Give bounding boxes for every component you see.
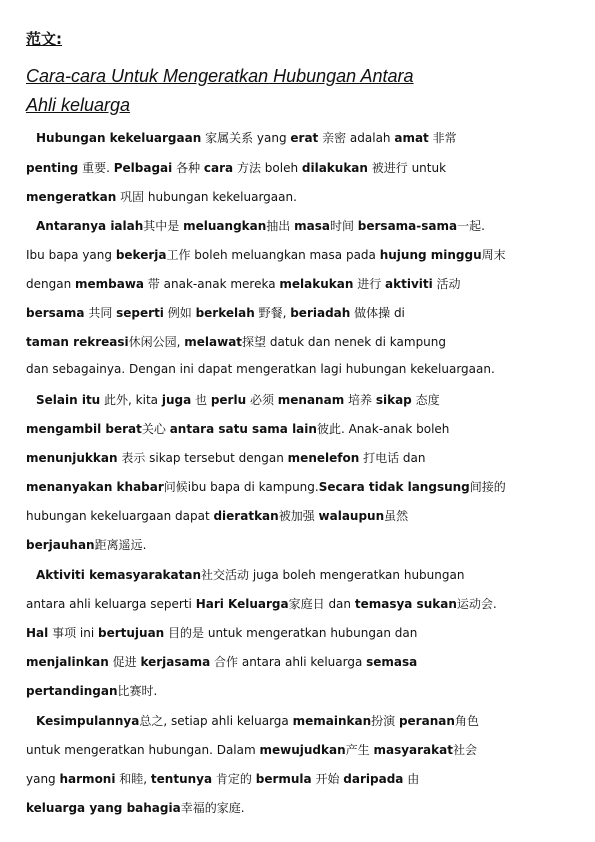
text-run: 一起.	[457, 219, 485, 233]
text-run: 休闲公园,	[128, 335, 185, 349]
text-run: 问候ibu bapa di kampung.	[163, 480, 319, 494]
text-line	[26, 507, 586, 524]
text-run: 由	[403, 772, 420, 786]
text-run: 做体操 di	[350, 306, 405, 320]
bold-keyword: dieratkan	[213, 509, 279, 523]
bold-keyword: Secara tidak langsung	[318, 480, 470, 494]
text-run: dan sebagainya. Dengan ini dapat mengeratkan lagi hubungan kekeluargaan.	[26, 362, 495, 376]
text-run: 产生	[345, 743, 374, 757]
bold-keyword: bersama	[26, 306, 85, 320]
bold-keyword: meluangkan	[183, 219, 267, 233]
text-run: 态度	[411, 393, 440, 407]
text-run: 进行	[353, 277, 386, 291]
text-run: 幸福的家庭.	[180, 801, 245, 815]
text-line	[26, 682, 586, 699]
text-run: antara ahli keluarga seperti	[26, 597, 196, 611]
bold-keyword: Pelbagai	[113, 161, 173, 175]
text-run: 运动会.	[456, 597, 497, 611]
bold-keyword: temasya sukan	[354, 597, 457, 611]
bold-keyword: memainkan	[292, 714, 372, 728]
bold-keyword: menanam	[277, 393, 345, 407]
bold-keyword: amat	[394, 131, 429, 145]
text-run: 巩固 hubungan kekeluargaan.	[116, 190, 297, 204]
bold-keyword: aktiviti	[385, 277, 433, 291]
bold-keyword: erat	[290, 131, 319, 145]
text-run: 亲密 adalah	[318, 131, 395, 145]
text-line	[26, 275, 586, 292]
text-line	[26, 770, 586, 787]
text-run: Ibu bapa yang	[26, 248, 116, 262]
bold-keyword: bertujuan	[97, 626, 165, 640]
text-line	[36, 566, 595, 583]
bold-keyword: Antaranya ialah	[36, 219, 144, 233]
text-run: 家属关系 yang	[201, 131, 291, 145]
text-line	[26, 478, 586, 495]
text-run: 活动	[432, 277, 461, 291]
text-line	[26, 246, 586, 263]
text-line	[26, 159, 586, 176]
text-run: 野餐,	[254, 306, 291, 320]
essay-title-line: Ahli keluarga	[26, 95, 131, 115]
bold-keyword: antara satu sama lain	[169, 422, 317, 436]
bold-keyword: Hari Keluarga	[195, 597, 289, 611]
bold-keyword: cara	[203, 161, 234, 175]
text-line	[26, 624, 586, 641]
bold-keyword: melawat	[184, 335, 243, 349]
bold-keyword: bersama-sama	[357, 219, 458, 233]
bold-keyword: walaupun	[318, 509, 385, 523]
bold-keyword: Aktiviti kemasyarakatan	[36, 568, 202, 582]
text-run: 共同	[84, 306, 117, 320]
bold-keyword: melakukan	[279, 277, 354, 291]
bold-keyword: dilakukan	[301, 161, 368, 175]
text-run: 培养	[344, 393, 376, 407]
text-run: 必须	[246, 393, 278, 407]
text-line	[26, 304, 586, 321]
bold-keyword: mengambil berat	[26, 422, 142, 436]
bold-keyword: semasa	[366, 655, 418, 669]
bold-keyword: mengeratkan	[26, 190, 117, 204]
text-run: hubungan kekeluargaan dapat	[26, 509, 214, 523]
bold-keyword: bermula	[255, 772, 312, 786]
text-line	[26, 536, 586, 553]
text-line	[26, 741, 586, 758]
bold-keyword: juga	[161, 393, 192, 407]
text-run: 时间	[329, 219, 358, 233]
text-run: yang	[26, 772, 60, 786]
bold-keyword: keluarga yang bahagia	[26, 801, 181, 815]
text-run: 方法 boleh	[233, 161, 302, 175]
bold-keyword: perlu	[210, 393, 247, 407]
text-run: 抽出	[266, 219, 295, 233]
text-line	[26, 420, 586, 437]
bold-keyword: masyarakat	[373, 743, 453, 757]
bold-keyword: Selain itu	[36, 393, 101, 407]
bold-keyword: Kesimpulannya	[36, 714, 140, 728]
text-run: 间接的	[469, 480, 506, 494]
text-line	[26, 362, 586, 376]
text-run: 被加强	[278, 509, 319, 523]
bold-keyword: peranan	[398, 714, 455, 728]
bold-keyword: membawa	[75, 277, 145, 291]
text-run: 各种	[172, 161, 204, 175]
text-run: 和睦,	[115, 772, 151, 786]
bold-keyword: hujung minggu	[379, 248, 482, 262]
text-line	[36, 391, 595, 408]
text-run: 比赛时.	[117, 684, 158, 698]
text-line	[26, 188, 586, 205]
text-line	[26, 333, 586, 350]
text-run: 家庭日 dan	[288, 597, 355, 611]
text-run: 总之, setiap ahli keluarga	[139, 714, 293, 728]
text-run: dengan	[26, 277, 75, 291]
text-line	[36, 129, 595, 146]
text-run: 彼此. Anak-anak boleh	[316, 422, 450, 436]
text-run: 关心	[141, 422, 170, 436]
essay-title	[26, 62, 566, 120]
text-run: 表示 sikap tersebut dengan	[117, 451, 288, 465]
bold-keyword: harmoni	[59, 772, 116, 786]
text-run: 角色	[454, 714, 479, 728]
bold-keyword: daripada	[343, 772, 404, 786]
text-line	[26, 799, 586, 816]
text-run: 也	[191, 393, 211, 407]
text-run: 打电话 dan	[359, 451, 426, 465]
bold-keyword: kerjasama	[140, 655, 211, 669]
bold-keyword: sikap	[375, 393, 412, 407]
bold-keyword: tentunya	[150, 772, 213, 786]
text-run: 被进行 untuk	[367, 161, 447, 175]
text-run: 重要.	[78, 161, 114, 175]
text-line	[26, 653, 586, 670]
text-run: 例如	[163, 306, 196, 320]
text-run: 社会	[452, 743, 477, 757]
text-run: 社交活动 juga boleh mengeratkan hubungan	[201, 568, 465, 582]
text-run: 扮演	[371, 714, 399, 728]
text-run: 促进	[108, 655, 141, 669]
bold-keyword: bekerja	[115, 248, 167, 262]
bold-keyword: mewujudkan	[259, 743, 346, 757]
text-run: 距离遥远.	[94, 538, 147, 552]
text-run: 肯定的	[212, 772, 256, 786]
text-line	[26, 595, 586, 612]
bold-keyword: Hubungan kekeluargaan	[36, 131, 202, 145]
bold-keyword: menanyakan khabar	[26, 480, 164, 494]
text-run: 工作 boleh meluangkan masa pada	[166, 248, 380, 262]
text-run: 此外, kita	[100, 393, 162, 407]
text-run: 周末	[481, 248, 506, 262]
bold-keyword: menunjukkan	[26, 451, 118, 465]
text-run: 合作 antara ahli keluarga	[210, 655, 367, 669]
text-run: untuk mengeratkan hubungan. Dalam	[26, 743, 260, 757]
text-run: 开始	[311, 772, 344, 786]
text-line	[36, 712, 595, 729]
bold-keyword: seperti	[116, 306, 164, 320]
text-line	[36, 217, 595, 234]
text-run: 其中是	[143, 219, 184, 233]
text-run: 目的是 untuk mengeratkan hubungan dan	[164, 626, 418, 640]
text-line	[26, 449, 586, 466]
text-run: 探望 datuk dan nenek di kampung	[242, 335, 447, 349]
bold-keyword: Hal	[26, 626, 49, 640]
text-run: 事项 ini	[48, 626, 98, 640]
bold-keyword: menelefon	[287, 451, 360, 465]
bold-keyword: berkelah	[195, 306, 255, 320]
bold-keyword: taman rekreasi	[26, 335, 129, 349]
essay-title-line: Cara-cara Untuk Mengeratkan Hubungan Antara	[26, 66, 414, 86]
bold-keyword: masa	[294, 219, 330, 233]
bold-keyword: beriadah	[290, 306, 351, 320]
text-run: 虽然	[384, 509, 409, 523]
bold-keyword: berjauhan	[26, 538, 95, 552]
text-run: 带 anak-anak mereka	[144, 277, 280, 291]
text-run: 非常	[428, 131, 457, 145]
bold-keyword: pertandingan	[26, 684, 118, 698]
bold-keyword: penting	[26, 161, 79, 175]
sample-essay-label: 范文:	[26, 30, 62, 48]
bold-keyword: menjalinkan	[26, 655, 109, 669]
